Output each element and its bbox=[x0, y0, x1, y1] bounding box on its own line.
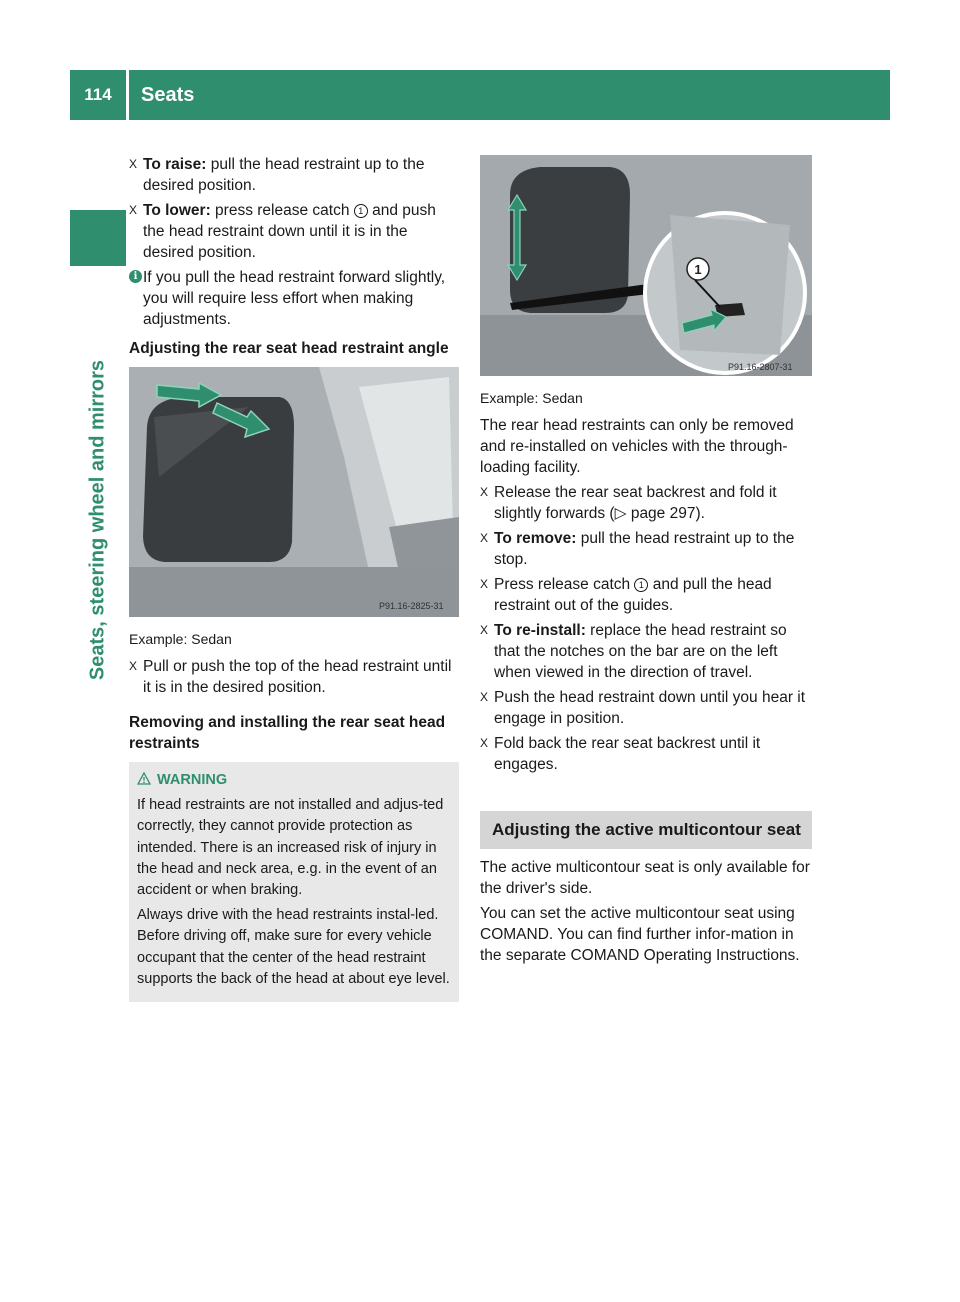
head-restraint-release-illustration bbox=[480, 155, 812, 376]
warning-paragraph: If head restraints are not installed and adjus-ted correctly, they cannot provide protection as intended. There is an increased risk of injury in the head and neck area, e.g. in the event of an accident or when braking. bbox=[137, 797, 444, 899]
step-arrow-icon: X bbox=[480, 623, 489, 637]
release-catch-marker-icon: 1 bbox=[354, 204, 368, 218]
page-reference-link[interactable]: ▷ page 297 bbox=[614, 505, 696, 522]
step-arrow-icon: X bbox=[129, 203, 138, 217]
warning-triangle-icon bbox=[137, 772, 151, 785]
figure-code: P91.16-2807-31 bbox=[728, 362, 793, 372]
heading-remove-install: Removing and installing the rear seat head restraints bbox=[129, 714, 446, 752]
step-push-down: X Push the head restraint down until you hear it engage in position. bbox=[480, 689, 806, 727]
step-to-lower: X To lower: press release catch 1 and push the head restraint down until it is in the desired position. bbox=[129, 202, 436, 261]
figure-head-restraint-angle bbox=[129, 367, 459, 617]
step-arrow-icon: X bbox=[129, 659, 138, 673]
warning-title: WARNING bbox=[157, 772, 228, 788]
warning-paragraph: Always drive with the head restraints instal-led. Before driving off, make sure for every vehicle occupant that the center of the head restraint supports the back of the head at about eye level. bbox=[137, 907, 450, 987]
header-divider bbox=[126, 70, 129, 120]
heading-adjust-angle: Adjusting the rear seat head restraint angle bbox=[129, 340, 449, 357]
section-heading-multicontour: Adjusting the active multicontour seat bbox=[480, 811, 812, 849]
step-arrow-icon: X bbox=[480, 485, 489, 499]
step-release-backrest: X Release the rear seat backrest and fold it slightly forwards (▷ page 297). bbox=[480, 484, 777, 522]
step-to-remove: X To remove: pull the head restraint up to the stop. bbox=[480, 530, 795, 568]
step-fold-back: X Fold back the rear seat backrest until it engages. bbox=[480, 735, 761, 773]
step-arrow-icon: X bbox=[129, 157, 138, 171]
chapter-tab bbox=[70, 210, 126, 266]
step-to-reinstall: X To re-install: replace the head restraint so that the notches on the bar are on the left when viewed in the direction of travel. bbox=[480, 622, 787, 681]
step-press-catch: X Press release catch 1 and pull the head restraint out of the guides. bbox=[480, 576, 772, 614]
left-column bbox=[129, 154, 459, 1002]
right-column bbox=[480, 154, 812, 970]
step-arrow-icon: X bbox=[480, 690, 489, 704]
step-arrow-icon: X bbox=[480, 736, 489, 750]
step-to-raise: X To raise: pull the head restraint up to the desired position. bbox=[129, 156, 425, 194]
callout-number: 1 bbox=[694, 262, 702, 277]
figure-remove-head-restraint bbox=[480, 155, 812, 376]
multicontour-paragraph: You can set the active multicontour seat using COMAND. You can find further infor-mation in the separate COMAND Operating Instructions. bbox=[480, 905, 800, 964]
step-pull-push: X Pull or push the top of the head restraint until it is in the desired position. bbox=[129, 658, 452, 696]
step-arrow-icon: X bbox=[480, 531, 489, 545]
multicontour-paragraph: The active multicontour seat is only available for the driver's side. bbox=[480, 859, 810, 897]
intro-paragraph: The rear head restraints can only be removed and re-installed on vehicles with the through-loading facility. bbox=[480, 417, 794, 476]
release-catch-marker-icon: 1 bbox=[634, 578, 648, 592]
info-icon: i bbox=[129, 270, 142, 283]
info-note: i If you pull the head restraint forward slightly, you will require less effort when making adjustments. bbox=[129, 267, 459, 330]
chapter-label: Seats, steering wheel and mirrors bbox=[86, 359, 109, 681]
figure-caption: Example: Sedan bbox=[480, 390, 583, 406]
head-restraint-angle-illustration bbox=[129, 367, 459, 617]
warning-box bbox=[129, 762, 459, 1002]
figure-caption: Example: Sedan bbox=[129, 631, 232, 647]
page-title: Seats bbox=[141, 84, 195, 106]
page-number: 114 bbox=[84, 85, 112, 104]
figure-code: P91.16-2825-31 bbox=[379, 601, 444, 611]
step-arrow-icon: X bbox=[480, 577, 489, 591]
